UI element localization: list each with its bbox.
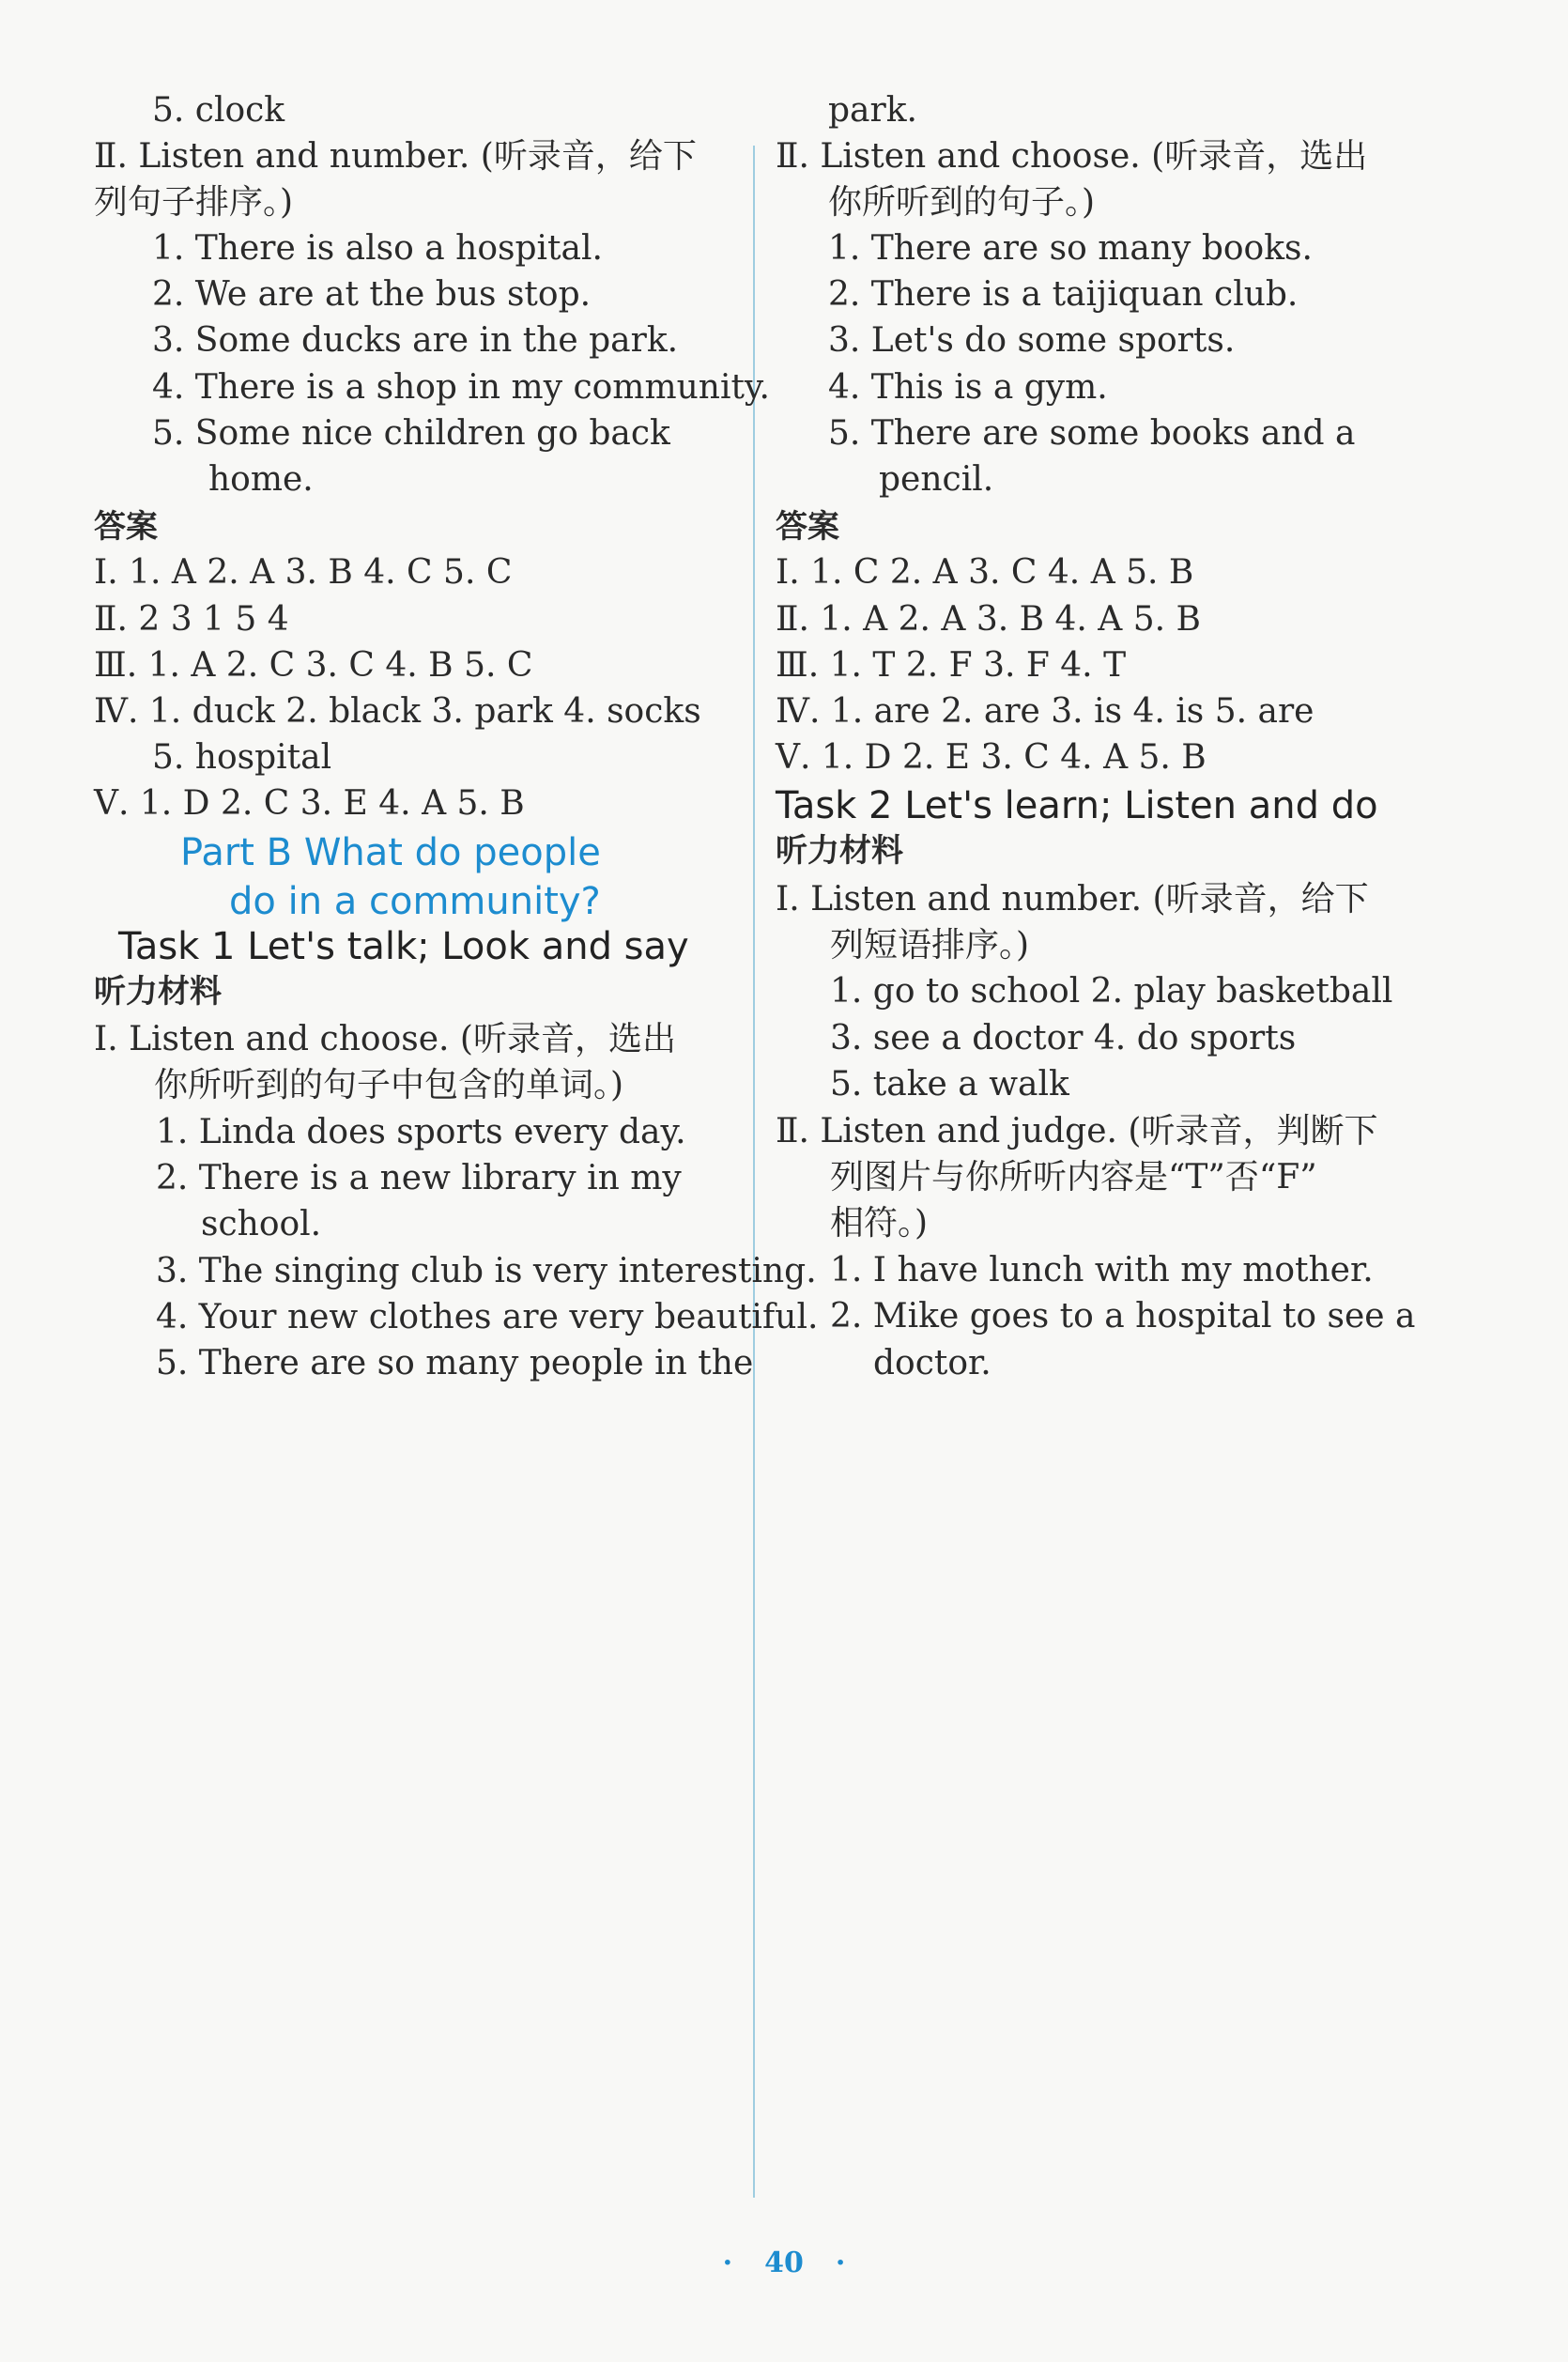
section-title: Ⅱ. Listen and choose. (听录音，选出 xyxy=(776,137,1368,176)
section-title: Ⅰ. Listen and choose. (听录音，选出 xyxy=(94,1020,676,1058)
list-item: 1. go to school 2. play basketball xyxy=(830,972,1393,1011)
part-heading: do in a community? xyxy=(229,880,601,923)
section-title-cont: 相符。) xyxy=(830,1204,929,1243)
list-item: 3. The singing club is very interesting. xyxy=(156,1252,817,1290)
list-item: 5. There are so many people in the xyxy=(156,1344,754,1382)
column-divider xyxy=(753,146,755,2198)
section-title-cont: 列图片与你所听内容是“T”否“F” xyxy=(830,1158,1317,1196)
list-item-text: 5. Some nice children go back xyxy=(152,414,670,453)
answer-heading: 答案 xyxy=(94,508,158,546)
list-item: 5. There are some books and a xyxy=(828,414,1356,453)
answer-line: Ⅰ. 1. A 2. A 3. B 4. C 5. C xyxy=(94,553,513,592)
page-dot-left: · xyxy=(722,2246,733,2279)
list-item: 3. Some ducks are in the park. xyxy=(152,321,679,360)
section-title: Ⅰ. Listen and number. (听录音，给下 xyxy=(776,880,1369,919)
list-item-cont: school. xyxy=(201,1205,322,1243)
task-heading: Task 2 Let's learn; Listen and do xyxy=(776,784,1378,827)
answer-line: Ⅱ. 1. A 2. A 3. B 4. A 5. B xyxy=(776,600,1201,639)
answer-line: Ⅲ. 1. A 2. C 3. C 4. B 5. C xyxy=(94,646,533,685)
list-item: 3. see a doctor 4. do sports xyxy=(830,1019,1297,1057)
part-heading: Part B What do people xyxy=(180,831,601,874)
answer-line: Ⅱ. 2 3 1 5 4 xyxy=(94,600,289,639)
task-heading: Task 1 Let's talk; Look and say xyxy=(118,925,689,968)
listening-heading: 听力材料 xyxy=(776,832,903,870)
list-item-cont: pencil. xyxy=(879,460,994,499)
list-item: 5. take a walk xyxy=(830,1065,1069,1104)
section-title-cont: 你所听到的句子中包含的单词。) xyxy=(154,1066,624,1104)
list-item: 2. Mike goes to a hospital to see a xyxy=(830,1297,1416,1335)
list-item: 4. Your new clothes are very beautiful. xyxy=(156,1298,819,1336)
list-item: 1. I have lunch with my mother. xyxy=(830,1251,1374,1289)
answer-line: Ⅴ. 1. D 2. E 3. C 4. A 5. B xyxy=(776,738,1207,777)
list-item: 2. We are at the bus stop. xyxy=(152,275,592,314)
text-line: park. xyxy=(828,91,917,130)
list-item: 1. Linda does sports every day. xyxy=(156,1113,686,1151)
list-item: 2. There is a taijiquan club. xyxy=(828,275,1299,314)
answer-heading: 答案 xyxy=(776,508,839,546)
page-number xyxy=(0,2246,1568,2279)
list-item: 4. There is a shop in my community. xyxy=(152,368,770,407)
list-item: 1. There are so many books. xyxy=(828,229,1313,268)
listening-heading: 听力材料 xyxy=(94,973,222,1011)
list-item: 1. There is also a hospital. xyxy=(152,229,603,268)
list-item xyxy=(152,411,742,456)
answer-line: Ⅳ. 1. are 2. are 3. is 4. is 5. are xyxy=(776,692,1314,731)
list-item: 2. There is a new library in my xyxy=(156,1159,682,1197)
answer-line: Ⅴ. 1. D 2. C 3. E 4. A 5. B xyxy=(94,784,525,823)
page-dot-right: · xyxy=(835,2246,846,2279)
page-number-text: 40 xyxy=(764,2246,804,2279)
section-title-cont: 列句子排序。) xyxy=(94,183,294,222)
section-title: Ⅱ. Listen and judge. (听录音，判断下 xyxy=(776,1112,1378,1150)
answer-line: 5. hospital xyxy=(152,738,332,777)
answer-line: Ⅰ. 1. C 2. A 3. C 4. A 5. B xyxy=(776,553,1194,592)
section-title-cont: 列短语排序。) xyxy=(830,926,1030,965)
section-title-cont: 你所听到的句子。) xyxy=(828,183,1096,222)
list-item-cont: home. xyxy=(208,460,314,499)
answer-line: Ⅲ. 1. T 2. F 3. F 4. T xyxy=(776,646,1127,685)
section-title: Ⅱ. Listen and number. (听录音，给下 xyxy=(94,137,697,176)
list-item-cont: doctor. xyxy=(873,1344,992,1382)
list-item: 4. This is a gym. xyxy=(828,368,1108,407)
answer-line: Ⅳ. 1. duck 2. black 3. park 4. socks xyxy=(94,692,701,731)
text-line: 5. clock xyxy=(152,91,285,130)
list-item: 3. Let's do some sports. xyxy=(828,321,1236,360)
